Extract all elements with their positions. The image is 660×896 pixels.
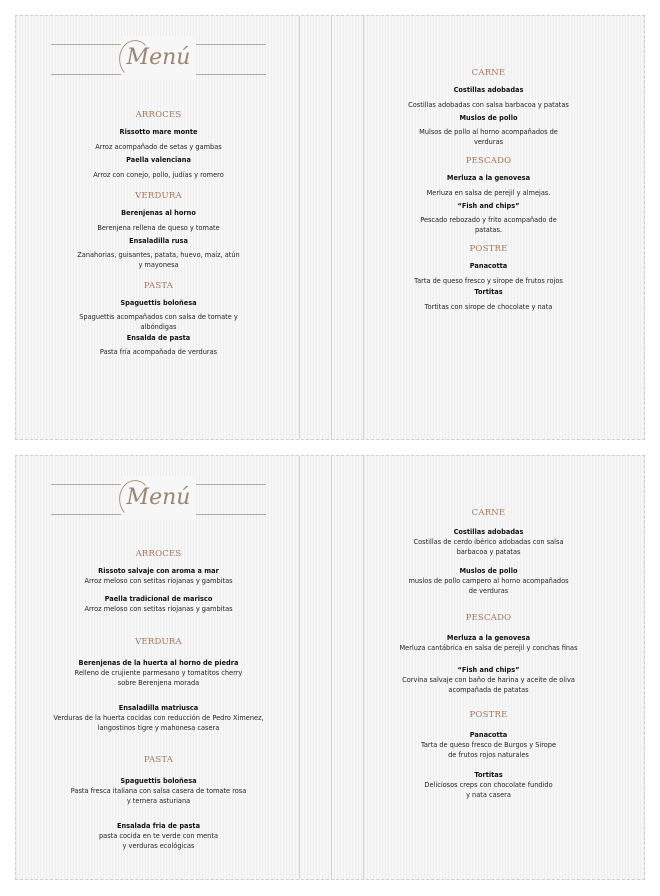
dish-description: Arroz con conejo, pollo, judías y romero bbox=[93, 171, 224, 179]
dish-description: Pescado rebozado y frito acompañado de bbox=[420, 216, 557, 224]
section-title-carne: CARNE bbox=[471, 68, 506, 78]
section-title-pescado: PESCADO bbox=[465, 156, 512, 166]
dish-description: patatas. bbox=[474, 226, 502, 234]
dish-name: Spaguettis boloñesa bbox=[120, 777, 197, 785]
dish-name: Panacotta bbox=[469, 731, 508, 739]
dish-description: Merluza cantábrica en salsa de perejil y conchas finas bbox=[399, 644, 578, 652]
section-title-arroces: ARROCES bbox=[135, 110, 182, 120]
dish-name: “Fish and chips” bbox=[457, 666, 520, 674]
dish-name: Muslos de pollo bbox=[459, 114, 518, 122]
dish-name: Muslos de pollo bbox=[459, 567, 518, 575]
dish-name: Rissoto salvaje con aroma a mar bbox=[98, 567, 219, 575]
dish-name: Tortitas bbox=[474, 288, 503, 296]
swirl-ornament bbox=[119, 40, 151, 78]
dish-description: y ternera asturiana bbox=[126, 797, 191, 805]
menu-logo bbox=[121, 36, 197, 80]
menu-logo bbox=[121, 476, 197, 520]
dish-name: Merluza a la genovesa bbox=[446, 634, 531, 642]
dish-description: Pasta fría acompañada de verduras bbox=[99, 348, 218, 356]
fold-line bbox=[299, 456, 300, 879]
dish-name: Panacotta bbox=[469, 262, 508, 270]
dish-description: Tarta de queso fresco y sirope de frutos rojos bbox=[414, 277, 563, 285]
swirl-ornament bbox=[119, 480, 151, 518]
section-title-verdura: VERDURA bbox=[135, 637, 182, 647]
dish-description: Deliciosos creps con chocolate fundido bbox=[424, 781, 553, 789]
dish-description: Verduras de la huerta cocidas con reducción de Pedro Ximenez, bbox=[53, 714, 264, 722]
dish-description: acompañada de patatas bbox=[448, 686, 529, 694]
dish-description: Relleno de crujiente parmesano y tomatitos cherry bbox=[74, 669, 243, 677]
dish-description: sobre Berenjena morada bbox=[117, 679, 200, 687]
menu-left-page bbox=[41, 456, 276, 851]
dish-description: Tarta de queso fresco de Burgos y Sirope bbox=[420, 741, 557, 749]
section-title-pasta: PASTA bbox=[143, 755, 174, 765]
dish-description: Corvina salvaje con baño de harina y aceite de oliva bbox=[402, 676, 575, 684]
dish-name: Costillas adobadas bbox=[453, 86, 524, 94]
fold-line bbox=[363, 456, 364, 879]
dish-description: Berenjena rellena de queso y tomate bbox=[97, 224, 220, 232]
section-title-postre: POSTRE bbox=[469, 710, 508, 720]
dish-description: Spaguettis acompañados con salsa de tomate y bbox=[79, 313, 238, 321]
dish-description: Mulsos de pollo al horno acompañados de bbox=[419, 128, 558, 136]
dish-description: Arroz meloso con setitas riojanas y gambitas bbox=[84, 605, 233, 613]
dish-description: Costillas de cerdo ibérico adobadas con salsa bbox=[413, 538, 564, 546]
dish-name: Ensaladilla matriusca bbox=[118, 704, 199, 712]
dish-description: verduras bbox=[473, 138, 504, 146]
dish-name: Merluza a la genovesa bbox=[446, 174, 531, 182]
fold-line bbox=[363, 16, 364, 439]
dish-description: y mayonesa bbox=[138, 261, 179, 269]
dish-description: barbacoa y patatas bbox=[456, 548, 521, 556]
menu-right-page bbox=[371, 456, 606, 800]
dish-name: Paella valenciana bbox=[126, 156, 191, 164]
menu-right-page bbox=[381, 16, 596, 312]
dish-description: Arroz meloso con setitas riojanas y gambitas bbox=[84, 577, 233, 585]
menu-spread-bottom bbox=[15, 455, 645, 880]
menu-header bbox=[51, 34, 266, 94]
fold-line bbox=[299, 16, 300, 439]
dish-name: Tortitas bbox=[474, 771, 503, 779]
section-title-pasta: PASTA bbox=[143, 281, 174, 291]
dish-description: pasta cocida en te verde con menta bbox=[98, 832, 218, 840]
dish-description: de verduras bbox=[468, 587, 509, 595]
menu-left-page bbox=[51, 16, 266, 357]
dish-description: Zanahorias, guisantes, patata, huevo, maíz, atún bbox=[77, 251, 240, 259]
menu-spread-top bbox=[15, 15, 645, 440]
logo-text: Menú bbox=[126, 45, 191, 70]
section-title-carne: CARNE bbox=[471, 508, 506, 518]
dish-description: y nata casera bbox=[466, 791, 511, 799]
dish-name: Ensalada fria de pasta bbox=[116, 822, 201, 830]
dish-description: Costillas adobadas con salsa barbacoa y patatas bbox=[408, 101, 569, 109]
dish-description: Merluza en salsa de perejil y almejas. bbox=[426, 189, 551, 197]
dish-name: Ensaladilla rusa bbox=[129, 237, 188, 245]
dish-name: “Fish and chips” bbox=[457, 202, 520, 210]
dish-description: y verduras ecológicas bbox=[122, 842, 195, 850]
section-title-verdura: VERDURA bbox=[135, 191, 182, 201]
section-title-postre: POSTRE bbox=[469, 244, 508, 254]
dish-description: albóndigas bbox=[140, 323, 177, 331]
dish-name: Rissotto mare monte bbox=[119, 128, 198, 136]
dish-name: Berenjenas al horno bbox=[121, 209, 196, 217]
dish-description: de frutos rojos naturales bbox=[448, 751, 529, 759]
dish-name: Ensalda de pasta bbox=[126, 334, 191, 342]
section-title-pescado: PESCADO bbox=[465, 613, 512, 623]
section-title-arroces: ARROCES bbox=[135, 549, 182, 559]
dish-name: Spaguettis boloñesa bbox=[120, 299, 197, 307]
dish-description: langostinos tigre y mahonesa casera bbox=[97, 724, 220, 732]
dish-description: Arroz acompañado de setas y gambas bbox=[95, 143, 222, 151]
fold-line bbox=[331, 16, 332, 439]
dish-description: Tortitas con sirope de chocolate y nata bbox=[424, 303, 553, 311]
dish-name: Costillas adobadas bbox=[453, 528, 524, 536]
dish-name: Paella tradicional de marisco bbox=[104, 595, 213, 603]
dish-name: Berenjenas de la huerta al horno de piedra bbox=[78, 659, 239, 667]
menu-header bbox=[51, 474, 266, 534]
dish-description: Pasta fresca italiana con salsa casera de tomate rosa bbox=[70, 787, 247, 795]
dish-description: muslos de pollo campero al horno acompañados bbox=[408, 577, 569, 585]
logo-text: Menú bbox=[126, 485, 191, 510]
fold-line bbox=[331, 456, 332, 879]
